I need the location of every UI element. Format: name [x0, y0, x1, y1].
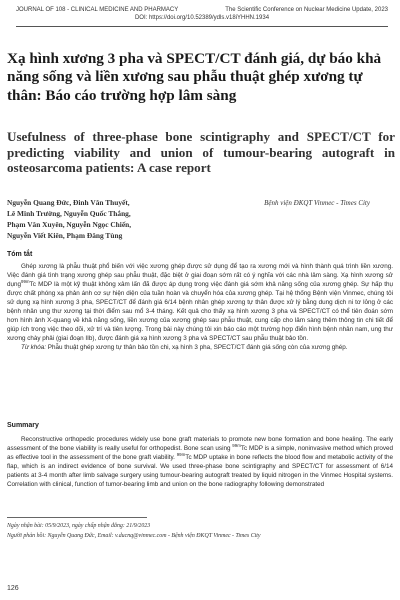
journal-name: JOURNAL OF 108 - CLINICAL MEDICINE AND PHARMACY	[16, 7, 179, 13]
author-list	[7, 197, 217, 241]
author-line: Phạm Văn Xuyên, Nguyễn Ngọc Chiến,	[7, 220, 132, 230]
received-date: Ngày nhận bài: 05/9/2023, ngày chấp nhận đăng: 21/9/2023	[7, 523, 151, 529]
abstract-vn	[7, 263, 393, 353]
summary-body: Reconstructive orthopedic procedures widely use bone graft materials to promote new bone formation and bone healing. The early assessment of the bone viability is really useful for orthopedist. Bone scan using $^{99m}$Tc MDP is a simple, noninvasive method which proved as effective tool in the assessment of the bone graft viability. $^{99m}$Tc MDP uptake in bone reflects the blood flow and metabolic activity of the flap, which is an indirect evidence of bone survival. We used three-phase bone scintigraphy and SPECT/CT for assessment of 6/14 patients at 3-4 month after limb salvage surgery using tumour-bearing autograft treated by liquid nitrogen in the Vinmec Hospital systems. Correlation with clinical, function of tumor-bearing limb and union on the bone radiography following demonstrated	[7, 436, 394, 488]
title-english: Usefulness of three-phase bone scintigraphy and SPECT/CT for predicting viability and union of tumour-bearing autograft in osteosarcoma patients: A case report	[7, 129, 395, 175]
abstract-vn-body: Ghép xương là phẫu thuật phổ biến với việc xương ghép được sử dụng để tạo ra xương mới và hình thành quá trình liền xương. Việc đánh giá tình trạng xương ghép sau phẫu thuật, đặc biệt ở giai đoạn sớm rất có ý nghĩa với các nhà lâm sàng. Xạ hình xương sử dụng$^{99m}$Tc MDP là một kỹ thuật không xâm lấn đã được áp dụng trong việc đánh giá sớm khả năng sống của xương ghép. Sự hấp thụ được chất phóng xạ phản ánh cơ sự hiện diện của tuần hoàn và chuyển hóa của xương ghép. Tại hệ thống Bệnh viện Vinmec, chúng tôi sử dụng xạ hình xương 3 pha, SPECT/CT để đánh giá 6/14 bệnh nhân ghép xương tự thân được xử lý bằng dung dịch ni tơ lỏng ở các bệnh nhân ung thư xương tại thời điểm sau mổ 3-4 tháng. Kết quả cho thấy xạ hình xương 3 pha và SPECT/CT có thể tiên đoán sớm hơn hình ảnh X-quang về khả năng sống, liền xương của xương ghép sau phẫu thuật, cung cấp cho lâm sàng thêm thông tin chi tiết để giúp ích trong việc theo dõi, xử trí và tiên lượng. Trong bài này chúng tôi xin báo cáo một trường hợp điển hình bệnh nhân nam, ung thư xương chày phải (giai đoạn IIb), được đánh giá xạ hình xương 3 pha và SPECT/CT sau phẫu thuật bảo tồn.	[7, 263, 393, 342]
footnote-divider	[7, 517, 147, 518]
conference-name: The Scientific Conference on Nuclear Medicine Update, 2023	[225, 7, 388, 13]
title-vietnamese: Xạ hình xương 3 pha và SPECT/CT đánh giá, dự báo khả năng sống và liền xương sau phẫu thuật ghép xương tự thân: Báo cáo trường hợp lâm sàng	[7, 50, 382, 104]
page-number: 126	[7, 585, 19, 592]
abstract-vn-heading: Tóm tắt	[7, 251, 33, 258]
header-divider	[16, 26, 388, 27]
keywords-vn: Từ khóa: Phẫu thuật ghép xương tự thân bảo tồn chi, xạ hình 3 pha, SPECT/CT đánh giá sống còn của xương ghép.	[21, 343, 348, 351]
corresponding-author: Người phản hồi: Nguyễn Quang Đức, Email: v.ducnq@vinmec.com - Bệnh viện ĐKQT Vinmec - Times City	[7, 533, 261, 539]
summary	[7, 436, 393, 490]
affiliation: Bệnh viện ĐKQT Vinmec - Times City	[264, 199, 370, 207]
author-line: Lê Minh Trường, Nguyễn Quốc Thắng,	[7, 209, 131, 219]
author-line: Nguyễn Quang Đức, Đinh Văn Thuyết,	[7, 198, 130, 207]
author-line: Nguyễn Viết Kiên, Phạm Đăng Tùng	[7, 231, 123, 241]
summary-heading: Summary	[7, 422, 39, 429]
doi-link[interactable]: DOI: https://doi.org/10.52389/ydls.v18iYHHN.1934	[134, 15, 270, 21]
